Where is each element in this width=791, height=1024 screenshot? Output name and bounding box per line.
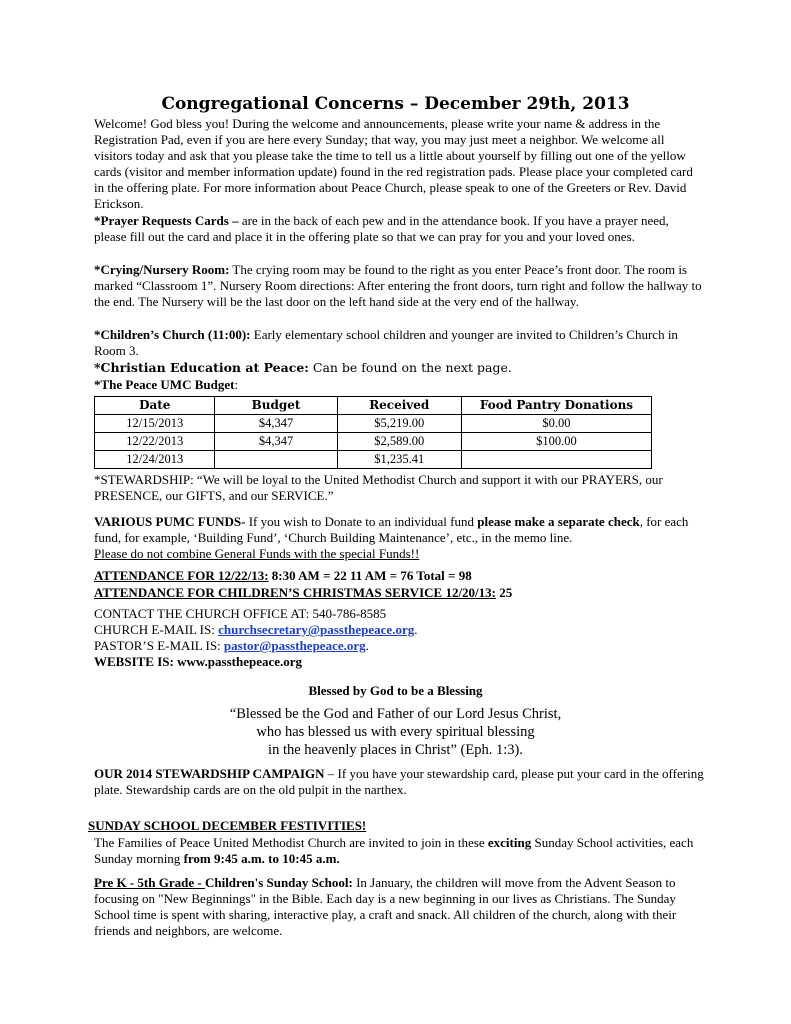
budget-header-row <box>95 397 652 415</box>
cell-budget: $4,347 <box>215 433 337 451</box>
prayer-requests-label: *Prayer Requests Cards – <box>94 213 239 228</box>
funds-text-1: If you wish to Donate to an individual fund <box>245 514 478 529</box>
funds-paragraph <box>94 514 704 562</box>
children-attendance-line <box>94 585 704 601</box>
sunday-school-exciting: exciting <box>487 835 532 850</box>
crying-room-label: *Crying/Nursery Room: <box>94 262 230 277</box>
budget-heading <box>94 377 704 393</box>
stewardship-paragraph: *STEWARDSHIP: “We will be loyal to the United Methodist Church and support it with our PRAYERS, our PRESENCE, our GIFTS, and our SERVICE.” <box>94 472 663 503</box>
children-attendance-label: ATTENDANCE FOR CHILDREN’S CHRISTMAS SERVICE 12/20/13: <box>94 585 496 600</box>
funds-warning: Please do not combine General Funds with the special Funds!! <box>94 546 420 561</box>
cell-budget <box>215 451 337 469</box>
header-date: Date <box>95 397 215 415</box>
cell-received: $1,235.41 <box>337 451 461 469</box>
childrens-sunday-school-label: Children's Sunday School: <box>204 875 353 890</box>
cell-received: $2,589.00 <box>337 433 461 451</box>
cell-received: $5,219.00 <box>337 415 461 433</box>
sunday-school-heading: SUNDAY SCHOOL DECEMBER FESTIVITIES! <box>88 818 367 833</box>
blessing-line-2: who has blessed us with every spiritual blessing <box>256 724 535 740</box>
attendance-line <box>94 568 704 584</box>
campaign-text: – If you have your stewardship card, please put your card in the offering plate. Stewardship cards are on the old pulpit in the narthex. <box>94 766 704 797</box>
header-received: Received <box>337 397 461 415</box>
cell-date: 12/24/2013 <box>95 451 215 469</box>
campaign-paragraph <box>94 766 704 798</box>
childrens-sunday-school-paragraph <box>94 875 704 939</box>
christian-education-paragraph <box>94 360 704 376</box>
budget-label: *The Peace UMC Budget <box>94 377 235 392</box>
page-title: Congregational Concerns – December 29th, 2013 <box>161 94 630 114</box>
cell-food-pantry <box>461 451 651 469</box>
campaign-label: OUR 2014 STEWARDSHIP CAMPAIGN <box>94 766 325 781</box>
contact-office: CONTACT THE CHURCH OFFICE AT: 540-786-8585 <box>94 606 387 621</box>
prayer-requests-text: are in the back of each pew and in the attendance book. If you have a prayer need, please fill out the card and place it in the offering plate so that we can pray for you and your loved ones. <box>94 213 669 244</box>
pastor-email-period: . <box>365 638 369 653</box>
christian-education-label: *Christian Education at Peace: <box>94 360 309 375</box>
blessing-line-1: “Blessed be the God and Father of our Lord Jesus Christ, <box>229 706 562 722</box>
blessing-heading: Blessed by God to be a Blessing <box>308 683 483 698</box>
cell-date: 12/15/2013 <box>95 415 215 433</box>
header-food-pantry: Food Pantry Donations <box>461 397 651 415</box>
crying-room-paragraph <box>94 262 704 310</box>
table-row <box>95 433 652 451</box>
church-email-period: . <box>414 622 418 637</box>
funds-text-2: , for each fund, for example, ‘Building Fund’, ‘Church Building Maintenance’, etc., in the memo line. <box>94 514 689 545</box>
childrens-church-text: Early elementary school children and younger are invited to Children’s Church in Room 3. <box>94 327 678 358</box>
cell-date: 12/22/2013 <box>95 433 215 451</box>
welcome-paragraph: Welcome! God bless you! During the welcome and announcements, please write your name & address in the Registration Pad, even if you are here every Sunday; that way, you may just meet a neighbor. We welcome all visitors today and ask that you please take the time to tell us a little about yourself by filling out one of the yellow cards (visitor and member information update) found in the red registration pads. Please place your completed card in the offering plate. For more information about Peace Church, please speak to one of the Greeters or Rev. David Erickson. <box>94 116 693 211</box>
children-attendance-value: 25 <box>496 585 513 600</box>
funds-separate-check: please make a separate check <box>477 514 640 529</box>
sunday-school-intro-a: The Families of Peace United Methodist Church are invited to join in these <box>94 835 488 850</box>
cell-food-pantry: $0.00 <box>461 415 651 433</box>
table-row <box>95 415 652 433</box>
cell-food-pantry: $100.00 <box>461 433 651 451</box>
crying-room-text: The crying room may be found to the right as you enter Peace’s front door. The room is marked “Classroom 1”. Nursery Room directions: After entering the front doors, turn right and follow the hallway to the end. The Nursery will be the last door on the left hand side at the very end of the hallway. <box>94 262 702 309</box>
attendance-values: 8:30 AM = 22 11 AM = 76 Total = 98 <box>268 568 472 583</box>
budget-colon: : <box>234 377 239 392</box>
prayer-requests-paragraph <box>94 213 704 245</box>
pastor-email-line <box>94 638 704 654</box>
cell-budget: $4,347 <box>215 415 337 433</box>
budget-table <box>94 396 652 469</box>
contact-block <box>94 606 704 670</box>
sunday-school-intro <box>94 835 704 867</box>
childrens-sunday-school-text: In January, the children will move from the Advent Season to focusing on "New Beginnings" in the Bible. Each day is a new beginning in our lives as Christians. The Sunday School time is spent with sharing, interactive play, a craft and snack. All children of the church, along with their friends and neighbors, are welcome. <box>94 875 677 938</box>
blessing-quote <box>0 705 791 759</box>
pre-k-label: Pre K - 5th Grade - <box>94 875 205 890</box>
pastor-email-link[interactable]: pastor@passthepeace.org <box>223 638 366 653</box>
pastor-email-label: PASTOR’S E-MAIL IS: <box>94 638 224 653</box>
funds-label: VARIOUS PUMC FUNDS- <box>94 514 246 529</box>
table-row <box>95 451 652 469</box>
blessing-line-3: in the heavenly places in Christ” (Eph. 1:3). <box>268 742 523 758</box>
website-line: WEBSITE IS: www.passthepeace.org <box>94 654 303 669</box>
church-email-line <box>94 622 704 638</box>
header-budget: Budget <box>215 397 337 415</box>
childrens-church-paragraph <box>94 327 704 359</box>
church-email-label: CHURCH E-MAIL IS: <box>94 622 219 637</box>
sunday-school-intro-b: Sunday School activities, each Sunday morning <box>94 835 694 866</box>
childrens-church-label: *Children’s Church (11:00): <box>94 327 251 342</box>
sunday-school-time: from 9:45 a.m. to 10:45 a.m. <box>183 851 340 866</box>
attendance-label: ATTENDANCE FOR 12/22/13: <box>94 568 269 583</box>
church-email-link[interactable]: churchsecretary@passthepeace.org <box>218 622 415 637</box>
christian-education-text: Can be found on the next page. <box>308 360 512 375</box>
